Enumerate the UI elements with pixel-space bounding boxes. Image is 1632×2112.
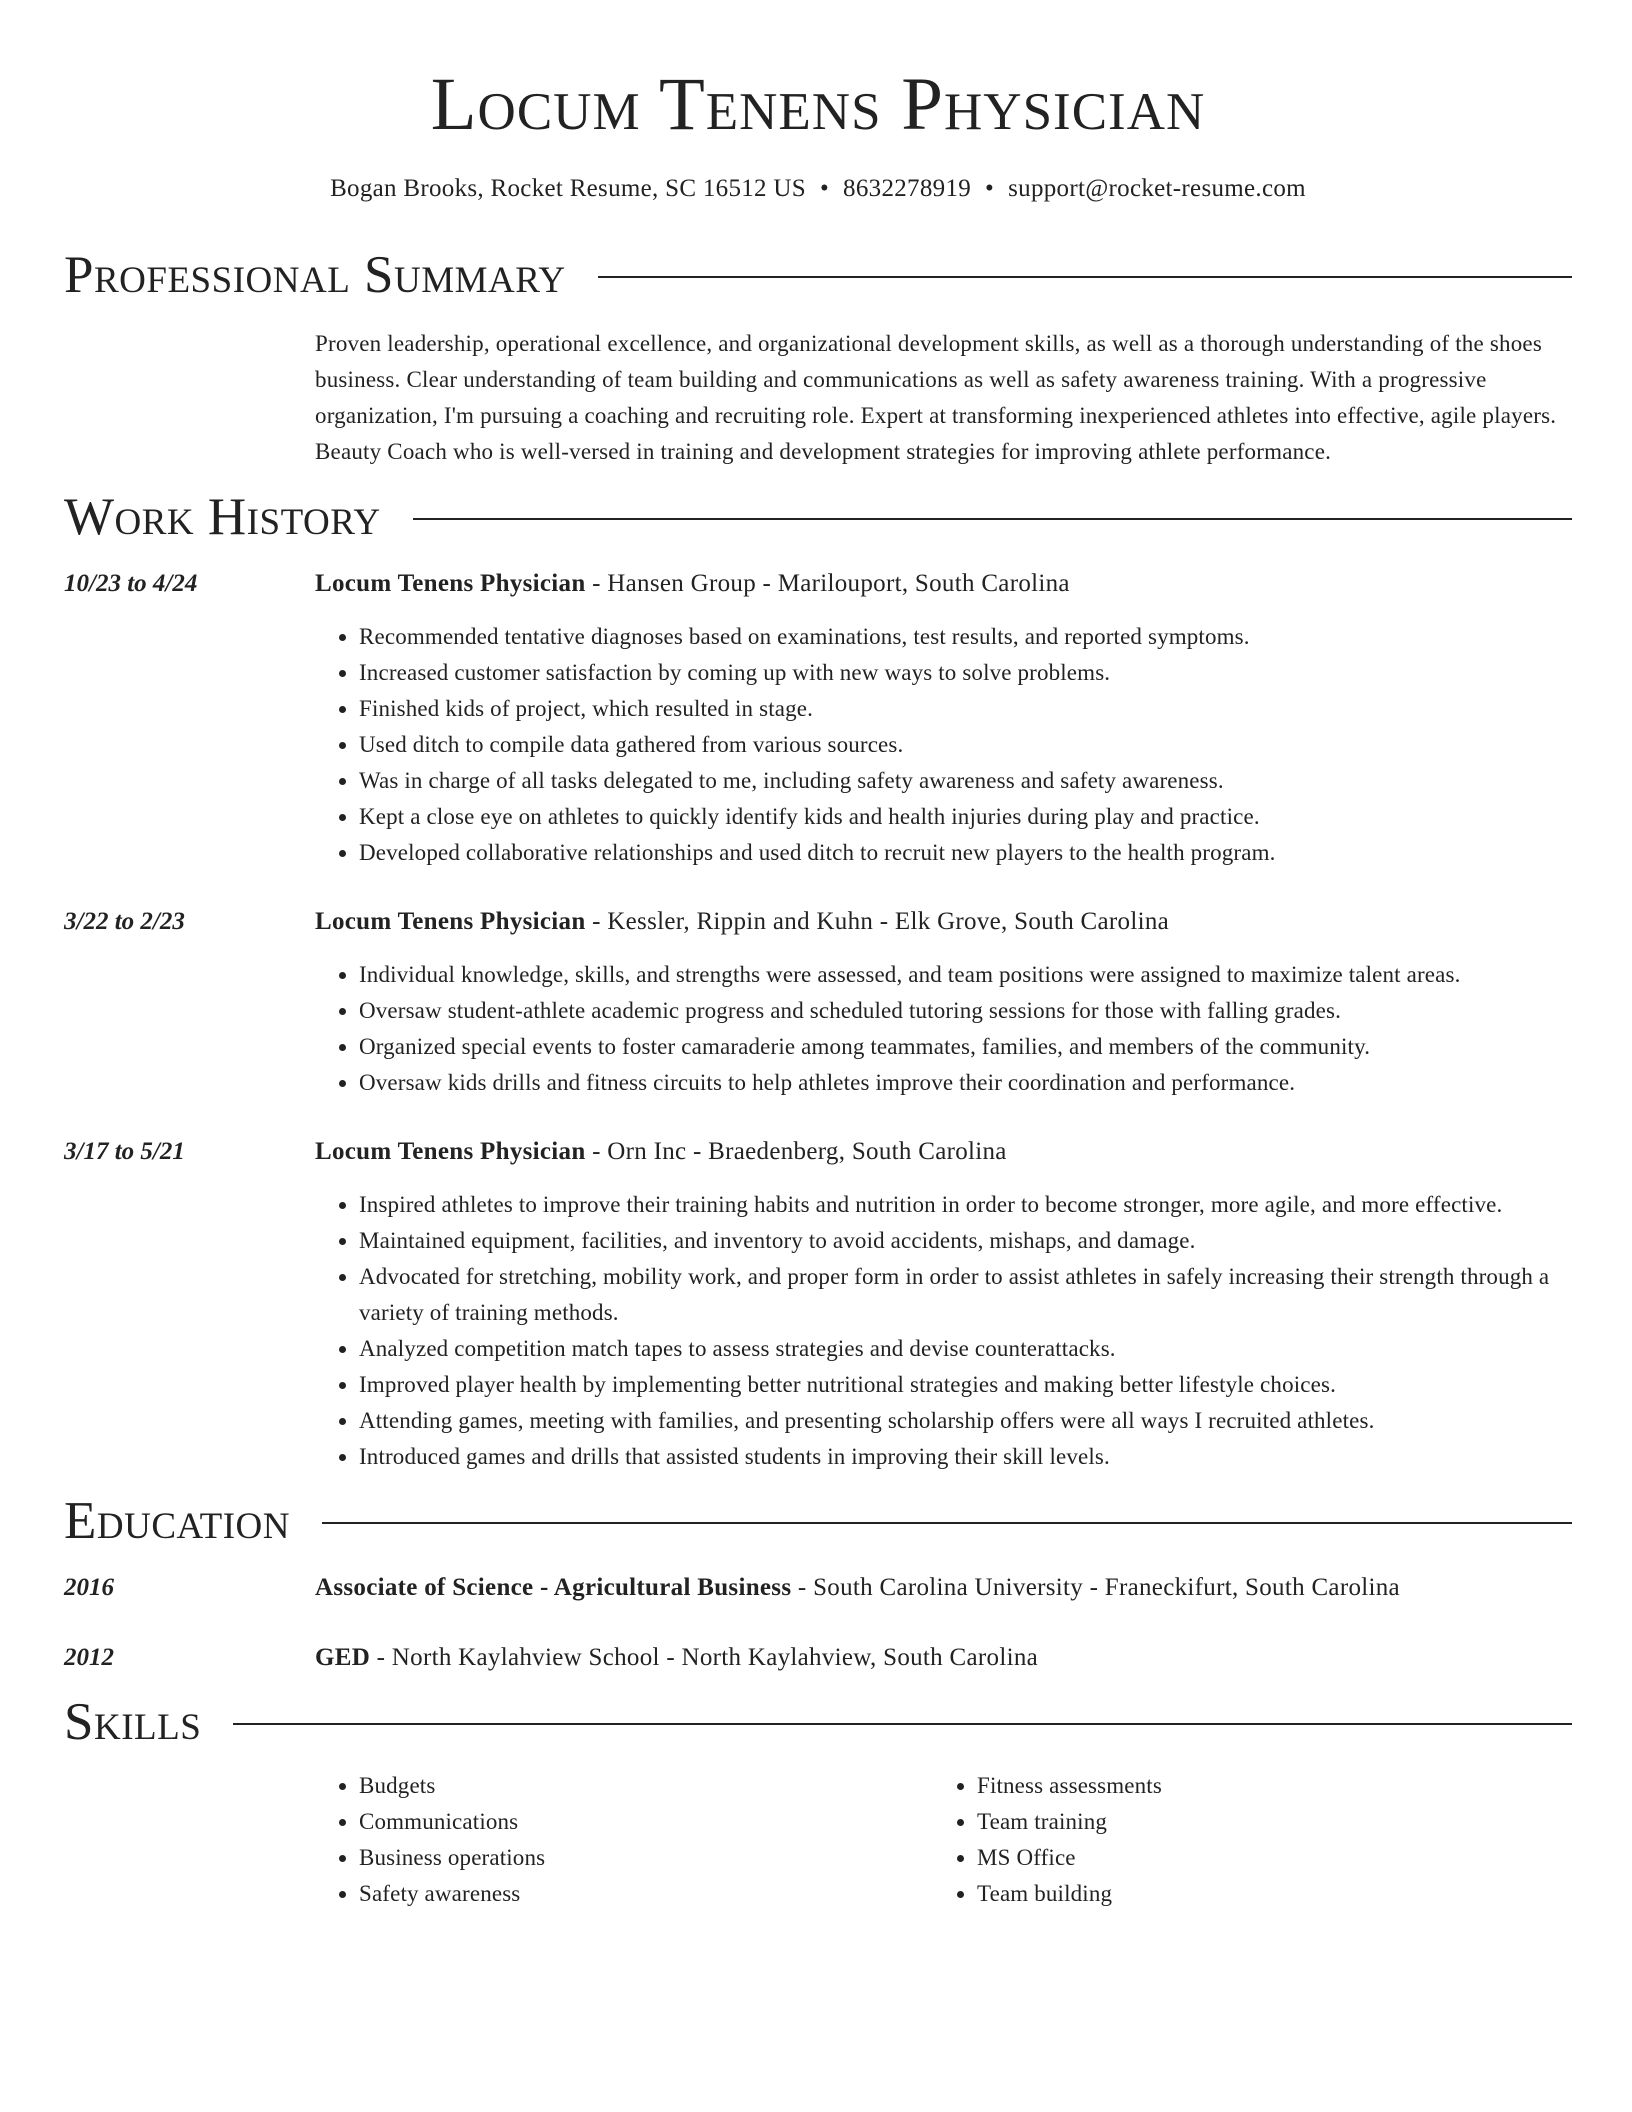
job-bullet: • Developed collaborative relationships and used ditch to recruit new players to the health program. — [359, 835, 1572, 871]
job-dates: 10/23 to 4/24 — [64, 570, 198, 597]
job-dates: 3/17 to 5/21 — [64, 1138, 185, 1165]
job-bullet: • Increased customer satisfaction by coming up with new ways to solve problems. — [359, 655, 1572, 691]
job-body — [315, 904, 1572, 1101]
job-bullets — [315, 957, 1572, 1101]
job-bullet: • Introduced games and drills that assisted students in improving their skill levels. — [359, 1439, 1572, 1475]
contact-address: Bogan Brooks, Rocket Resume, SC 16512 US — [330, 175, 806, 202]
education-degree: Associate of Science - Agricultural Business — [315, 1574, 792, 1601]
job-entry — [64, 566, 1572, 871]
resume-title: Locum Tenens Physician — [430, 63, 1206, 146]
job-body — [315, 566, 1572, 871]
contact-separator: • — [985, 175, 995, 202]
job-bullet: • Kept a close eye on athletes to quickly identify kids and health injuries during play and practice. — [359, 799, 1572, 835]
job-body — [315, 1134, 1572, 1475]
work-history-section-heading — [64, 484, 1572, 550]
job-title: Locum Tenens Physician — [315, 908, 586, 935]
contact-email: support@rocket-resume.com — [1008, 175, 1306, 202]
job-role-line — [315, 904, 1572, 940]
education-year: 2012 — [64, 1644, 114, 1671]
job-bullet: • Individual knowledge, skills, and strengths were assessed, and team positions were assigned to maximize talent areas. — [359, 957, 1572, 993]
job-employer-location: - Kessler, Rippin and Kuhn - Elk Grove, South Carolina — [585, 908, 1170, 935]
skills-heading-text: Skills — [64, 1693, 202, 1751]
skill-item: • Business operations — [359, 1840, 933, 1876]
summary-heading-text: Professional Summary — [64, 246, 566, 304]
skill-item: • MS Office — [977, 1840, 1551, 1876]
job-bullet: • Oversaw student-athlete academic progress and scheduled tutoring sessions for those with falling grades. — [359, 993, 1572, 1029]
job-title: Locum Tenens Physician — [315, 1138, 586, 1165]
job-employer-location: - Orn Inc - Braedenberg, South Carolina — [585, 1138, 1007, 1165]
skills-column-right — [933, 1768, 1551, 1912]
job-bullet: • Used ditch to compile data gathered from various sources. — [359, 727, 1572, 763]
skills-section-heading — [64, 1689, 1572, 1755]
skill-item: • Team training — [977, 1804, 1551, 1840]
section-divider — [322, 1522, 1572, 1524]
contact-line — [64, 172, 1572, 206]
education-school-location: - North Kaylahview School - North Kaylahview, South Carolina — [370, 1644, 1039, 1671]
summary-section-heading — [64, 242, 1572, 308]
job-bullet: • Finished kids of project, which resulted in stage. — [359, 691, 1572, 727]
skill-item: • Safety awareness — [359, 1876, 933, 1912]
job-bullet: • Recommended tentative diagnoses based on examinations, test results, and reported symptoms. — [359, 619, 1572, 655]
job-bullets — [315, 1187, 1572, 1475]
job-bullet: • Was in charge of all tasks delegated to me, including safety awareness and safety awareness. — [359, 763, 1572, 799]
section-divider — [598, 276, 1572, 278]
job-role-line — [315, 1134, 1572, 1170]
job-bullet: • Inspired athletes to improve their training habits and nutrition in order to become stronger, more agile, and more effective. — [359, 1187, 1572, 1223]
skill-item: • Fitness assessments — [977, 1768, 1551, 1804]
education-school-location: - South Carolina University - Franeckifurt, South Carolina — [791, 1574, 1400, 1601]
job-entry — [64, 1134, 1572, 1475]
job-bullet: • Analyzed competition match tapes to assess strategies and devise counterattacks. — [359, 1331, 1572, 1367]
education-section-heading — [64, 1488, 1572, 1554]
job-role-line — [315, 566, 1572, 602]
resume-page — [64, 0, 1572, 1912]
education-body — [315, 1640, 1572, 1676]
contact-separator: • — [819, 175, 830, 202]
skill-item: • Communications — [359, 1804, 933, 1840]
job-bullet: • Maintained equipment, facilities, and inventory to avoid accidents, mishaps, and damage. — [359, 1223, 1572, 1259]
skill-item: • Budgets — [359, 1768, 933, 1804]
section-divider — [233, 1723, 1572, 1725]
job-title: Locum Tenens Physician — [315, 570, 586, 597]
job-bullet: • Advocated for stretching, mobility work, and proper form in order to assist athletes in safely increasing their strength through a variety of training methods. — [359, 1259, 1572, 1331]
education-entry — [64, 1570, 1572, 1606]
job-bullets — [315, 619, 1572, 871]
education-line — [315, 1570, 1572, 1606]
contact-phone: 8632278919 — [843, 175, 972, 202]
job-bullet: • Attending games, meeting with families, and presenting scholarship offers were all ways I recruited athletes. — [359, 1403, 1572, 1439]
education-body — [315, 1570, 1572, 1606]
skills-column-left — [315, 1768, 933, 1912]
education-heading-text: Education — [64, 1492, 290, 1550]
education-degree: GED — [315, 1644, 371, 1671]
job-bullet: • Oversaw kids drills and fitness circuits to help athletes improve their coordination and performance. — [359, 1065, 1572, 1101]
job-entry — [64, 904, 1572, 1101]
job-bullet: • Organized special events to foster camaraderie among teammates, families, and members of the community. — [359, 1029, 1572, 1065]
job-dates: 3/22 to 2/23 — [64, 908, 185, 935]
work-history-heading-text: Work History — [64, 488, 381, 546]
section-divider — [413, 518, 1572, 520]
education-line — [315, 1640, 1572, 1676]
job-bullet: • Improved player health by implementing better nutritional strategies and making better lifestyle choices. — [359, 1367, 1572, 1403]
education-entry — [64, 1640, 1572, 1676]
skill-item: • Team building — [977, 1876, 1551, 1912]
education-year: 2016 — [64, 1574, 114, 1601]
job-employer-location: - Hansen Group - Marilouport, South Carolina — [585, 570, 1070, 597]
skills-list — [315, 1768, 1572, 1912]
summary-paragraph: Proven leadership, operational excellence, and organizational development skills, as well as a thorough understanding of the shoes business. Clear understanding of team building and communications as well as safety awareness training. With a progressive organization, I'm pursuing a coaching and recruiting role. Expert at transforming inexperienced athletes into effective, agile players. Beauty Coach who is well-versed in training and development strategies for improving athlete performance. — [315, 331, 1557, 464]
